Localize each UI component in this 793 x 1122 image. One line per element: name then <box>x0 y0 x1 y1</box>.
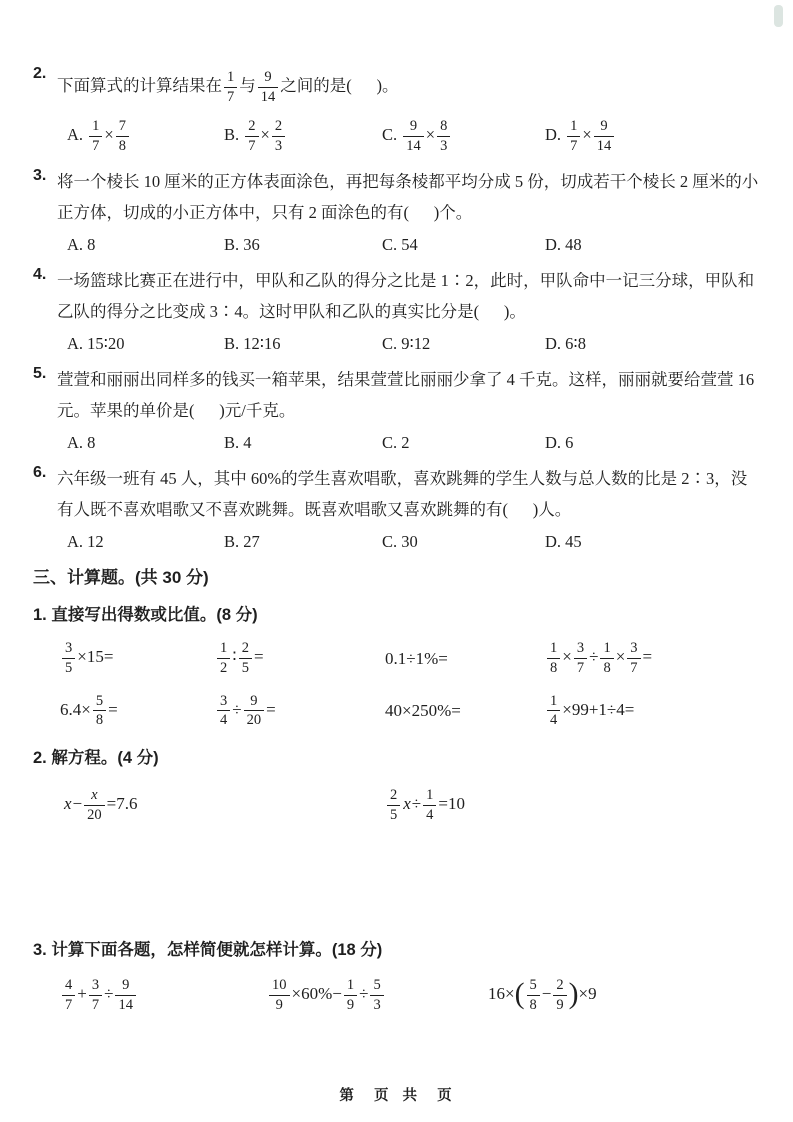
question-6 <box>33 463 760 556</box>
question-2-options <box>57 118 760 154</box>
question-2-number: 2. <box>33 65 47 82</box>
question-6-option-a: A. 12 <box>67 532 104 552</box>
question-5-option-c: C. 2 <box>382 433 410 453</box>
calc-expression: 16×( $\frac{5}{8}$ − $\frac{2}{9}$ )×9 <box>488 976 597 1014</box>
question-4-option-c: C. 9∶12 <box>382 334 431 354</box>
question-2-option-b: B. $\frac{2}{7}$ × $\frac{2}{3}$ <box>224 118 382 154</box>
question-5-option-b: B. 4 <box>224 433 252 453</box>
question-6-options <box>57 530 760 554</box>
question-6-option-b: B. 27 <box>224 532 260 552</box>
calc-expression: $\frac{1}{8}$ × $\frac{3}{7}$ ÷ $\frac{1}{8}$ × $\frac{3}{7}$ = <box>545 640 760 676</box>
question-5-option-a: A. 8 <box>67 433 96 453</box>
question-4-option-b: B. 12∶16 <box>224 334 281 354</box>
calc-expression: 6.4× $\frac{5}{8}$ = <box>60 692 118 729</box>
question-2-text: 下面算式的计算结果在 $\frac{1}{7}$ 与 $\frac{9}{14}$ 之间的是( )。 <box>57 69 399 105</box>
question-5-options <box>57 431 760 455</box>
calc-row-1 <box>33 640 760 676</box>
calc-expression: $\frac{1}{2}$ ∶ $\frac{2}{5}$ = <box>215 640 385 676</box>
calc-expression: $\frac{10}{9}$ ×60%− $\frac{1}{9}$ ÷ $\frac{5}{3}$ <box>267 977 488 1013</box>
question-3-number: 3. <box>33 167 47 185</box>
question-4-options <box>57 332 760 356</box>
question-5-option-d: D. 6 <box>545 433 574 453</box>
question-4-option-a: A. 15∶20 <box>67 334 125 354</box>
calc-expression: $\frac{3}{4}$ ÷ $\frac{9}{20}$ = <box>215 693 385 729</box>
page-footer: 第 页 共 页 <box>339 1088 454 1104</box>
question-3-option-a: A. 8 <box>67 235 96 255</box>
simplify-expressions-row <box>33 977 760 1013</box>
question-5-text: 萱萱和丽丽出同样多的钱买一箱苹果，结果萱萱比丽丽少拿了 4 千克。这样，丽丽就要给萱萱 16 元。苹果的单价是( )元/千克。 <box>57 370 755 421</box>
calc-item-1-label: 1. 直接写出得数或比值。(8 分) <box>33 606 258 625</box>
question-3-text: 将一个棱长 10 厘米的正方体表面涂色，再把每条棱都平均分成 5 份，切成若干个棱长 2 厘米的小正方体，切成的小正方体中，只有 2 面涂色的有( )个。 <box>57 172 759 223</box>
question-3-option-c: C. 54 <box>382 235 418 255</box>
equation: x− $\frac{x}{20}$ =7.6 <box>64 787 138 823</box>
question-2 <box>33 64 760 160</box>
calc-expression: $\frac{4}{7}$ + $\frac{3}{7}$ ÷ $\frac{9}{14}$ <box>60 977 267 1013</box>
question-6-number: 6. <box>33 464 47 482</box>
question-2-option-c: C. $\frac{9}{14}$ × $\frac{8}{3}$ <box>382 118 545 154</box>
question-6-option-c: C. 30 <box>382 532 418 552</box>
equations-row <box>33 787 760 823</box>
calc-row-2 <box>33 693 760 729</box>
question-3-options <box>57 233 760 257</box>
question-5-number: 5. <box>33 365 47 383</box>
question-3 <box>33 166 760 259</box>
answer-space <box>33 823 760 927</box>
calc-item-3-label: 3. 计算下面各题，怎样简便就怎样计算。(18 分) <box>33 941 383 960</box>
question-4-option-d: D. 6∶8 <box>545 334 586 354</box>
calc-expression: 40×250%= <box>385 700 461 720</box>
calc-expression: 0.1÷1%= <box>385 648 448 668</box>
question-6-text: 六年级一班有 45 人，其中 60%的学生喜欢唱歌，喜欢跳舞的学生人数与总人数的比是 2∶3，没有人既不喜欢唱歌又不喜欢跳舞。既喜欢唱歌又喜欢跳舞的有( )人。 <box>57 469 748 520</box>
equation: $\frac{2}{5}$ x÷ $\frac{1}{4}$ =10 <box>385 787 760 823</box>
calc-item-2-label: 2. 解方程。(4 分) <box>33 749 159 768</box>
question-2-option-d: D. $\frac{1}{7}$ × $\frac{9}{14}$ <box>545 118 760 154</box>
scrollbar-thumb[interactable] <box>774 5 783 27</box>
section-3-header: 三、计算题。(共 30 分) <box>33 568 209 588</box>
question-3-option-d: D. 48 <box>545 235 582 255</box>
question-3-option-b: B. 36 <box>224 235 260 255</box>
calc-expression: $\frac{1}{4}$ ×99+1÷4= <box>545 693 760 729</box>
calc-expression: $\frac{3}{5}$ ×15= <box>60 640 215 676</box>
question-4 <box>33 265 760 358</box>
question-6-option-d: D. 45 <box>545 532 582 552</box>
question-2-option-a: A. $\frac{1}{7}$ × $\frac{7}{8}$ <box>67 118 224 154</box>
question-4-number: 4. <box>33 266 47 284</box>
question-4-text: 一场篮球比赛正在进行中，甲队和乙队的得分之比是 1∶2，此时，甲队命中一记三分球，甲队和乙队的得分之比变成 3∶4。这时甲队和乙队的真实比分是( )。 <box>57 271 755 322</box>
question-5 <box>33 364 760 457</box>
